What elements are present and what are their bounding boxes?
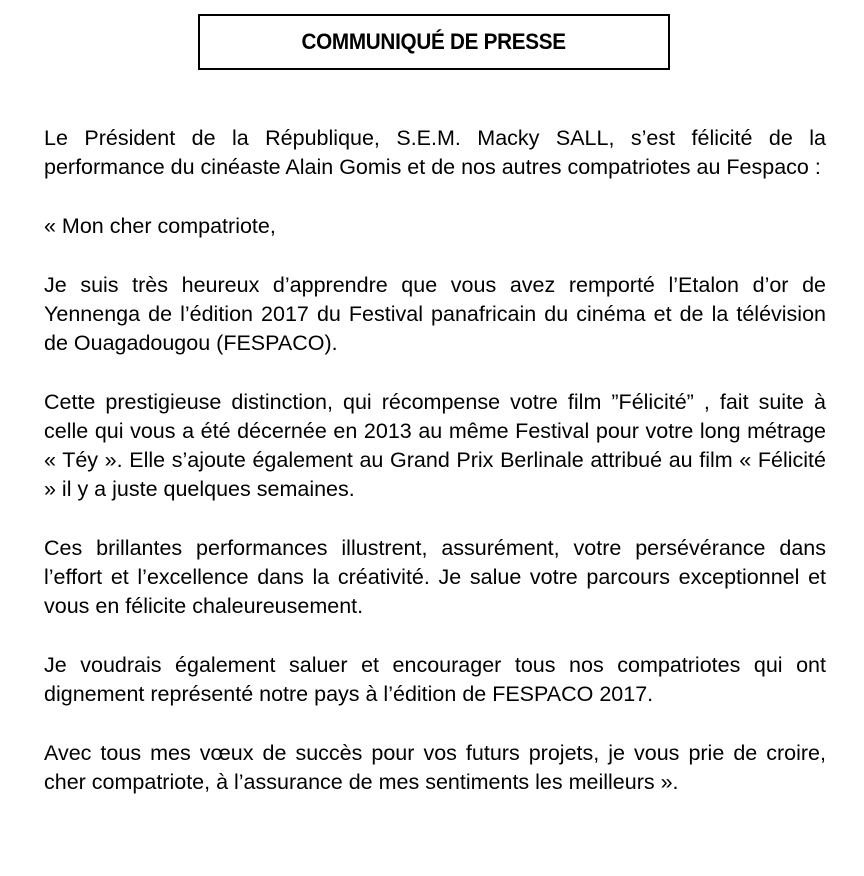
paragraph-compatriotes: Je voudrais également saluer et encourager tous nos compatriotes qui ont dignement représenté notre pays à l’édition de FESPACO 2017.	[44, 653, 826, 706]
document-body	[44, 124, 826, 827]
document-title: COMMUNIQUÉ DE PRESSE	[301, 29, 567, 54]
paragraph-intro: Le Président de la République, S.E.M. Macky SALL, s’est félicité de la performance du cinéaste Alain Gomis et de nos autres compatriotes au Fespaco :	[44, 126, 826, 179]
paragraph-salutation: « Mon cher compatriote,	[44, 214, 276, 238]
paragraph-distinction: Cette prestigieuse distinction, qui récompense votre film ”Félicité” , fait suite à celle qui vous a été décernée en 2013 au même Festival pour votre long métrage « Téy ». Elle s’ajoute également au Grand Prix Berlinale attribué au film « Félicité » il y a juste quelques semaines.	[44, 390, 826, 501]
title-box	[198, 14, 670, 70]
paragraph-performances: Ces brillantes performances illustrent, assurément, votre persévérance dans l’effort et l’excellence dans la créativité. Je salue votre parcours exceptionnel et vous en félicite chaleureusement.	[44, 536, 826, 618]
paragraph-etalon: Je suis très heureux d’apprendre que vous avez remporté l’Etalon d’or de Yennenga de l’édition 2017 du Festival panafricain du cinéma et de la télévision de Ouagadougou (FESPACO).	[44, 273, 826, 355]
paragraph-closing: Avec tous mes vœux de succès pour vos futurs projets, je vous prie de croire, cher compatriote, à l’assurance de mes sentiments les meilleurs ».	[44, 741, 826, 794]
